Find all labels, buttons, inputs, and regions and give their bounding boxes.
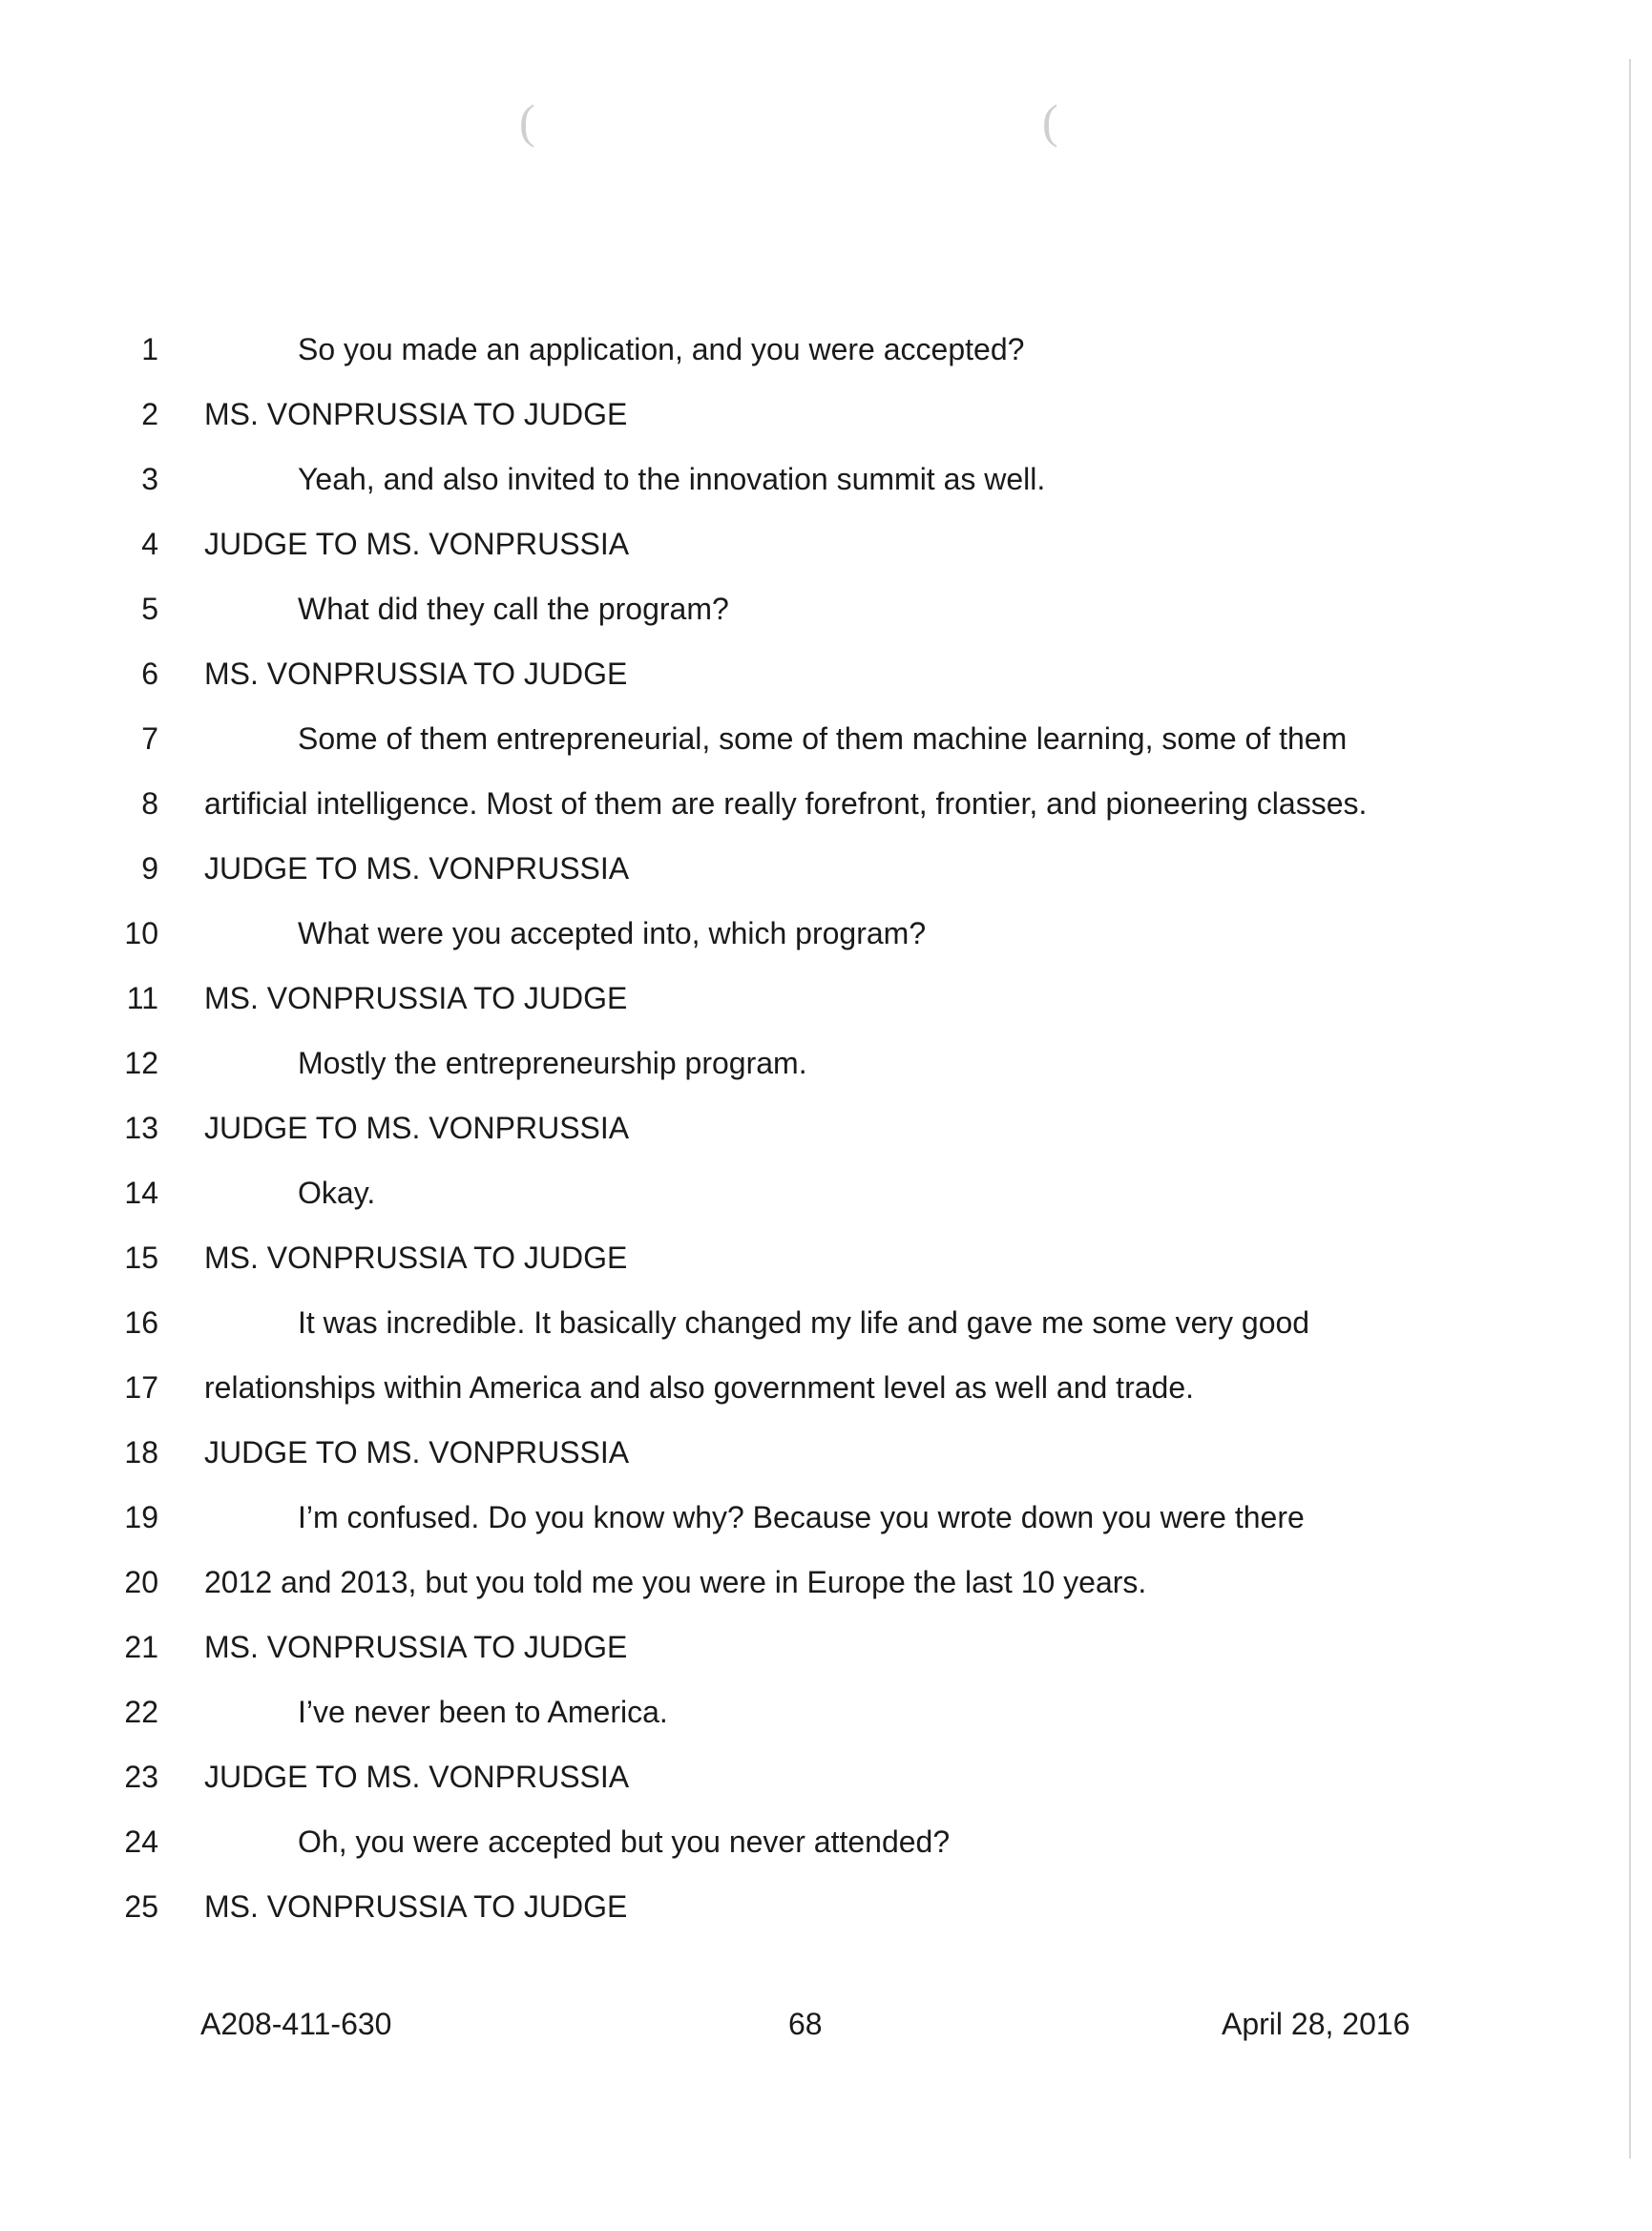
transcript-line <box>0 1809 1652 1874</box>
transcript-line <box>0 576 1652 641</box>
transcript-line <box>0 1225 1652 1290</box>
transcript-line <box>0 1550 1652 1615</box>
line-number: 22 <box>124 1695 158 1729</box>
line-text: Oh, you were accepted but you never attended? <box>298 1824 951 1859</box>
line-number: 11 <box>126 981 158 1015</box>
speaker-heading: JUDGE TO MS. VONPRUSSIA <box>204 527 630 561</box>
transcript-line <box>0 706 1652 771</box>
transcript-line <box>0 447 1652 511</box>
transcript-line <box>0 1095 1652 1160</box>
line-number: 24 <box>124 1824 158 1859</box>
line-text: I’ve never been to America. <box>298 1695 668 1729</box>
transcript-line <box>0 966 1652 1031</box>
line-number: 8 <box>141 786 158 821</box>
line-text: It was incredible. It basically changed my life and gave me some very good <box>298 1305 1310 1340</box>
line-number: 20 <box>124 1565 158 1599</box>
line-number: 9 <box>141 851 158 886</box>
transcript-line <box>0 1355 1652 1420</box>
transcript-line <box>0 1160 1652 1225</box>
transcript-line <box>0 1031 1652 1095</box>
speaker-heading: MS. VONPRUSSIA TO JUDGE <box>204 657 628 691</box>
line-number: 18 <box>124 1435 158 1470</box>
transcript-line <box>0 511 1652 576</box>
line-text: Some of them entrepreneurial, some of them machine learning, some of them <box>298 721 1348 756</box>
transcript-line <box>0 771 1652 836</box>
line-number: 17 <box>124 1370 158 1405</box>
page-number: 68 <box>788 2007 823 2041</box>
line-number: 4 <box>141 527 158 561</box>
line-text: relationships within America and also government level as well and trade. <box>204 1370 1194 1405</box>
line-text: So you made an application, and you were accepted? <box>298 332 1025 366</box>
speaker-heading: MS. VONPRUSSIA TO JUDGE <box>204 1630 628 1664</box>
line-number: 2 <box>141 397 158 431</box>
line-number: 15 <box>124 1241 158 1275</box>
case-number: A208-411-630 <box>200 2007 392 2041</box>
transcript-line <box>0 836 1652 901</box>
line-number: 16 <box>124 1305 158 1340</box>
speaker-heading: MS. VONPRUSSIA TO JUDGE <box>204 1241 628 1275</box>
transcript-line <box>0 382 1652 447</box>
line-number: 10 <box>124 916 158 950</box>
transcript-line <box>0 1420 1652 1485</box>
line-number: 19 <box>124 1500 158 1534</box>
speaker-heading: JUDGE TO MS. VONPRUSSIA <box>204 1111 630 1145</box>
speaker-heading: JUDGE TO MS. VONPRUSSIA <box>204 1435 630 1470</box>
line-text: Okay. <box>298 1176 376 1210</box>
speaker-heading: MS. VONPRUSSIA TO JUDGE <box>204 1889 628 1924</box>
transcript-line <box>0 901 1652 966</box>
transcript-line <box>0 1290 1652 1355</box>
transcript-line <box>0 1874 1652 1939</box>
line-text: What did they call the program? <box>298 592 729 626</box>
line-number: 23 <box>124 1760 158 1794</box>
line-number: 21 <box>124 1630 158 1664</box>
binder-hole-mark-right: ( <box>1042 94 1058 148</box>
line-number: 1 <box>141 332 158 366</box>
line-text: 2012 and 2013, but you told me you were in Europe the last 10 years. <box>204 1565 1147 1599</box>
speaker-heading: MS. VONPRUSSIA TO JUDGE <box>204 981 628 1015</box>
line-number: 7 <box>141 721 158 756</box>
line-number: 6 <box>141 657 158 691</box>
line-number: 3 <box>141 462 158 496</box>
line-number: 25 <box>124 1889 158 1924</box>
speaker-heading: JUDGE TO MS. VONPRUSSIA <box>204 851 630 886</box>
transcript-line <box>0 641 1652 706</box>
line-number: 13 <box>124 1111 158 1145</box>
transcript-line <box>0 1679 1652 1744</box>
line-text: artificial intelligence. Most of them are really forefront, frontier, and pioneering classes. <box>204 786 1368 821</box>
transcript-line <box>0 317 1652 382</box>
hearing-date: April 28, 2016 <box>1222 2007 1411 2041</box>
speaker-heading: MS. VONPRUSSIA TO JUDGE <box>204 397 628 431</box>
line-number: 14 <box>124 1176 158 1210</box>
transcript-line <box>0 1744 1652 1809</box>
page-footer <box>0 2000 1652 2048</box>
speaker-heading: JUDGE TO MS. VONPRUSSIA <box>204 1760 630 1794</box>
line-number: 5 <box>141 592 158 626</box>
line-text: What were you accepted into, which program? <box>298 916 927 950</box>
line-text: I’m confused. Do you know why? Because you wrote down you were there <box>298 1500 1305 1534</box>
transcript-line <box>0 1485 1652 1550</box>
line-text: Mostly the entrepreneurship program. <box>298 1046 807 1080</box>
line-text: Yeah, and also invited to the innovation summit as well. <box>298 462 1046 496</box>
transcript-body <box>0 317 1652 1939</box>
line-number: 12 <box>124 1046 158 1080</box>
binder-hole-mark-left: ( <box>519 94 535 148</box>
transcript-line <box>0 1615 1652 1679</box>
